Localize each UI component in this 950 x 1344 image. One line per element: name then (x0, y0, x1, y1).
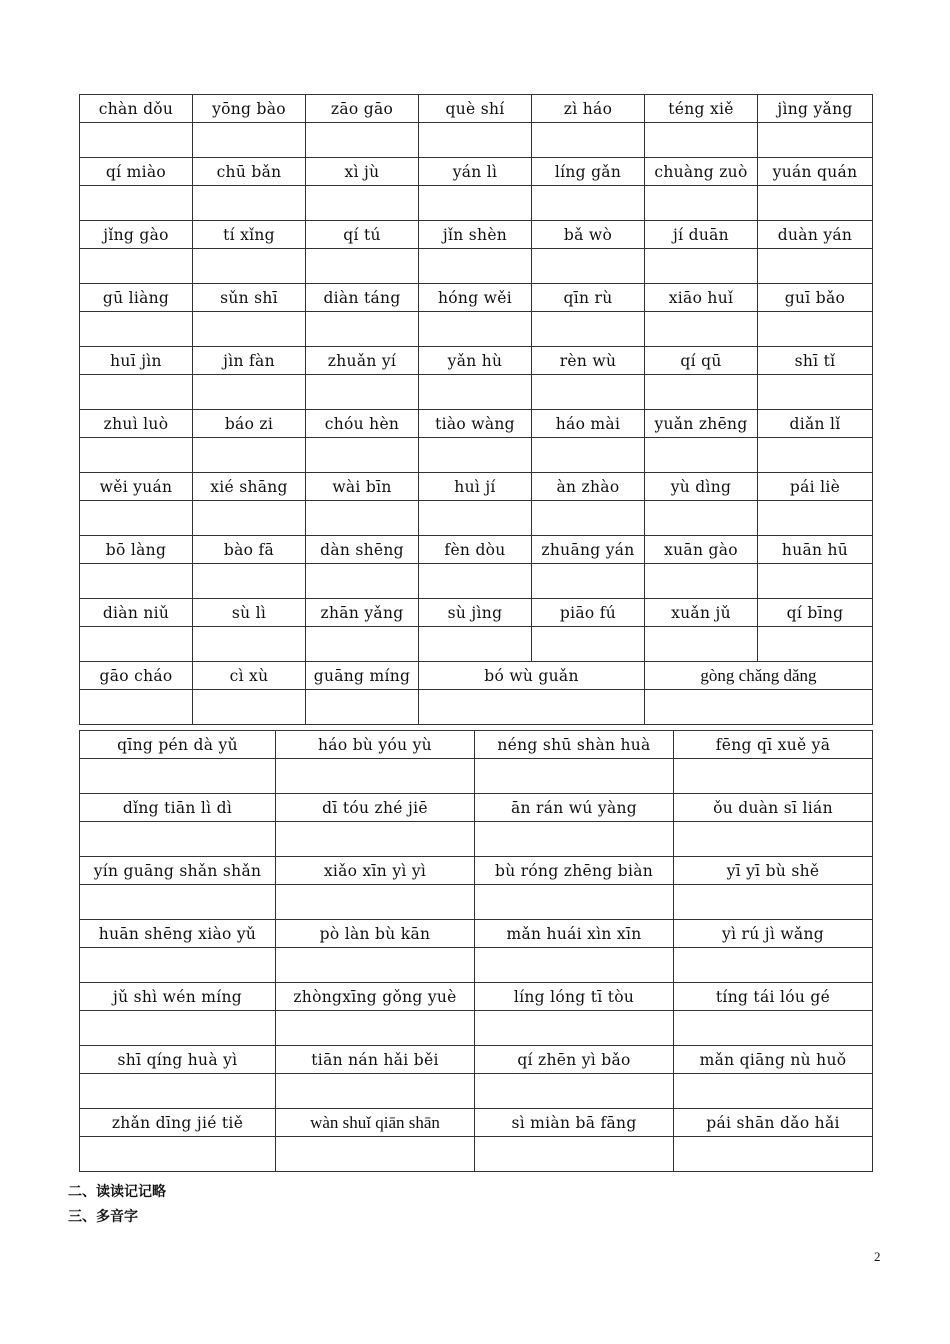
pinyin-cell: xuǎn jǔ (645, 599, 758, 627)
answer-blank-cell[interactable] (306, 375, 419, 410)
answer-blank-cell[interactable] (475, 1137, 674, 1172)
answer-blank-cell[interactable] (276, 1074, 475, 1109)
pinyin-cell: ǒu duàn sī lián (674, 794, 873, 822)
pinyin-cell: yán lì (419, 158, 532, 186)
answer-blank-cell[interactable] (475, 759, 674, 794)
answer-blank-cell[interactable] (645, 312, 758, 347)
answer-blank-cell[interactable] (193, 123, 306, 158)
answer-blank-cell[interactable] (419, 501, 532, 536)
answer-blank-cell[interactable] (80, 186, 193, 221)
answer-blank-cell[interactable] (532, 501, 645, 536)
answer-blank-cell[interactable] (758, 501, 873, 536)
answer-blank-cell[interactable] (80, 312, 193, 347)
answer-row (80, 948, 873, 983)
pinyin-row (80, 1109, 873, 1137)
answer-blank-cell[interactable] (80, 1074, 276, 1109)
answer-blank-cell[interactable] (674, 1137, 873, 1172)
pinyin-cell: chū bǎn (193, 158, 306, 186)
pinyin-cell: ān rán wú yàng (475, 794, 674, 822)
answer-blank-cell[interactable] (80, 627, 193, 662)
pinyin-cell: diàn táng (306, 284, 419, 312)
answer-blank-cell[interactable] (475, 1011, 674, 1046)
answer-blank-cell[interactable] (419, 186, 532, 221)
answer-blank-cell[interactable] (532, 123, 645, 158)
answer-row (80, 1011, 873, 1046)
answer-row (80, 885, 873, 920)
pinyin-cell: rèn wù (532, 347, 645, 375)
pinyin-cell: tí xǐng (193, 221, 306, 249)
pinyin-cell: huì jí (419, 473, 532, 501)
pinyin-cell: xiāo huǐ (645, 284, 758, 312)
answer-blank-cell[interactable] (532, 438, 645, 473)
answer-blank-cell[interactable] (674, 948, 873, 983)
answer-blank-cell[interactable] (645, 690, 873, 725)
pinyin-cell: wàn shuǐ qiān shān (276, 1109, 475, 1137)
answer-blank-cell[interactable] (674, 1011, 873, 1046)
answer-row (80, 564, 873, 599)
answer-blank-cell[interactable] (532, 627, 645, 662)
pinyin-cell: xiǎo xīn yì yì (276, 857, 475, 885)
answer-blank-cell[interactable] (758, 375, 873, 410)
pinyin-row (80, 347, 873, 375)
pinyin-cell: gū liàng (80, 284, 193, 312)
answer-blank-cell[interactable] (276, 948, 475, 983)
answer-blank-cell[interactable] (80, 1011, 276, 1046)
answer-blank-cell[interactable] (306, 249, 419, 284)
answer-blank-cell[interactable] (80, 822, 276, 857)
pinyin-cell: bǎ wò (532, 221, 645, 249)
pinyin-row (80, 158, 873, 186)
pinyin-cell: hóng wěi (419, 284, 532, 312)
pinyin-cell: zhuǎn yí (306, 347, 419, 375)
pinyin-cell: qí miào (80, 158, 193, 186)
pinyin-row (80, 473, 873, 501)
answer-blank-cell[interactable] (80, 438, 193, 473)
pinyin-cell: guāng míng (306, 662, 419, 690)
pinyin-row (80, 857, 873, 885)
pinyin-cell: jìn fàn (193, 347, 306, 375)
answer-blank-cell[interactable] (475, 822, 674, 857)
pinyin-cell: téng xiě (645, 95, 758, 123)
pinyin-row (80, 662, 873, 690)
answer-blank-cell[interactable] (306, 312, 419, 347)
section-heading-3: 三、多音字 (68, 1209, 138, 1225)
answer-blank-cell[interactable] (193, 312, 306, 347)
answer-blank-cell[interactable] (645, 564, 758, 599)
answer-blank-cell[interactable] (419, 438, 532, 473)
answer-row (80, 123, 873, 158)
answer-row (80, 438, 873, 473)
answer-blank-cell[interactable] (306, 186, 419, 221)
answer-blank-cell[interactable] (645, 375, 758, 410)
pinyin-cell: què shí (419, 95, 532, 123)
answer-blank-cell[interactable] (276, 1011, 475, 1046)
pinyin-cell: mǎn qiāng nù huǒ (674, 1046, 873, 1074)
pinyin-cell: yín guāng shǎn shǎn (80, 857, 276, 885)
answer-blank-cell[interactable] (758, 249, 873, 284)
pinyin-cell: sǔn shī (193, 284, 306, 312)
answer-blank-cell[interactable] (419, 627, 532, 662)
answer-blank-cell[interactable] (532, 564, 645, 599)
answer-blank-cell[interactable] (475, 1074, 674, 1109)
answer-row (80, 759, 873, 794)
pinyin-cell: jìng yǎng (758, 95, 873, 123)
pinyin-cell: jǔ shì wén míng (80, 983, 276, 1011)
answer-row (80, 501, 873, 536)
pinyin-cell: fēng qī xuě yā (674, 731, 873, 759)
pinyin-idiom-table (79, 730, 873, 1172)
pinyin-cell: zhuì luò (80, 410, 193, 438)
pinyin-row (80, 536, 873, 564)
answer-blank-cell[interactable] (80, 123, 193, 158)
answer-blank-cell[interactable] (306, 438, 419, 473)
pinyin-cell: pái shān dǎo hǎi (674, 1109, 873, 1137)
answer-blank-cell[interactable] (419, 249, 532, 284)
pinyin-cell: jǐn shèn (419, 221, 532, 249)
answer-blank-cell[interactable] (475, 885, 674, 920)
answer-blank-cell[interactable] (758, 627, 873, 662)
answer-blank-cell[interactable] (419, 564, 532, 599)
pinyin-cell: zhòngxīng gǒng yuè (276, 983, 475, 1011)
pinyin-cell: huān shēng xiào yǔ (80, 920, 276, 948)
pinyin-cell: háo bù yóu yù (276, 731, 475, 759)
pinyin-cell: bù róng zhēng biàn (475, 857, 674, 885)
pinyin-cell: líng lóng tī tòu (475, 983, 674, 1011)
answer-blank-cell[interactable] (193, 627, 306, 662)
pinyin-cell: pò làn bù kān (276, 920, 475, 948)
pinyin-cell: qí tú (306, 221, 419, 249)
pinyin-cell: yǎn hù (419, 347, 532, 375)
pinyin-cell: báo zi (193, 410, 306, 438)
pinyin-cell: yuán quán (758, 158, 873, 186)
pinyin-word-table (79, 94, 873, 725)
pinyin-cell: shī tǐ (758, 347, 873, 375)
answer-blank-cell[interactable] (475, 948, 674, 983)
pinyin-cell: dàn shēng (306, 536, 419, 564)
pinyin-cell: gāo cháo (80, 662, 193, 690)
answer-row (80, 249, 873, 284)
answer-blank-cell[interactable] (306, 564, 419, 599)
page-number: 2 (874, 1249, 881, 1264)
answer-blank-cell[interactable] (758, 312, 873, 347)
pinyin-cell: bào fā (193, 536, 306, 564)
answer-row (80, 1074, 873, 1109)
answer-blank-cell[interactable] (80, 759, 276, 794)
pinyin-cell: yù dìng (645, 473, 758, 501)
answer-blank-cell[interactable] (80, 1137, 276, 1172)
pinyin-cell: yī yī bù shě (674, 857, 873, 885)
pinyin-cell: guī bǎo (758, 284, 873, 312)
answer-blank-cell[interactable] (193, 690, 306, 725)
pinyin-cell: qīn rù (532, 284, 645, 312)
pinyin-cell: yuǎn zhēng (645, 410, 758, 438)
answer-blank-cell[interactable] (758, 564, 873, 599)
answer-blank-cell[interactable] (80, 249, 193, 284)
pinyin-cell: zhuāng yán (532, 536, 645, 564)
pinyin-cell: fèn dòu (419, 536, 532, 564)
answer-blank-cell[interactable] (674, 822, 873, 857)
answer-row (80, 690, 873, 725)
pinyin-cell: bō làng (80, 536, 193, 564)
answer-row (80, 375, 873, 410)
pinyin-cell: diǎn lǐ (758, 410, 873, 438)
pinyin-row (80, 920, 873, 948)
pinyin-cell: chóu hèn (306, 410, 419, 438)
answer-blank-cell[interactable] (276, 1137, 475, 1172)
answer-row (80, 312, 873, 347)
pinyin-cell: cì xù (193, 662, 306, 690)
pinyin-cell: wěi yuán (80, 473, 193, 501)
pinyin-cell: qí qū (645, 347, 758, 375)
answer-blank-cell[interactable] (306, 501, 419, 536)
answer-blank-cell[interactable] (758, 123, 873, 158)
pinyin-cell: chàn dǒu (80, 95, 193, 123)
pinyin-cell: xié shāng (193, 473, 306, 501)
pinyin-cell: tiān nán hǎi běi (276, 1046, 475, 1074)
answer-blank-cell[interactable] (193, 249, 306, 284)
answer-blank-cell[interactable] (276, 822, 475, 857)
answer-blank-cell[interactable] (758, 186, 873, 221)
answer-blank-cell[interactable] (419, 123, 532, 158)
answer-blank-cell[interactable] (532, 312, 645, 347)
answer-blank-cell[interactable] (193, 186, 306, 221)
answer-blank-cell[interactable] (193, 501, 306, 536)
pinyin-cell: piāo fú (532, 599, 645, 627)
pinyin-cell: zāo gāo (306, 95, 419, 123)
pinyin-cell: zhān yǎng (306, 599, 419, 627)
pinyin-cell: zì háo (532, 95, 645, 123)
pinyin-cell: xì jù (306, 158, 419, 186)
pinyin-cell: jí duān (645, 221, 758, 249)
pinyin-cell: dǐng tiān lì dì (80, 794, 276, 822)
pinyin-row (80, 1046, 873, 1074)
pinyin-row (80, 410, 873, 438)
answer-blank-cell[interactable] (419, 312, 532, 347)
pinyin-cell: zhǎn dīng jié tiě (80, 1109, 276, 1137)
pinyin-cell: pái liè (758, 473, 873, 501)
answer-blank-cell[interactable] (80, 690, 193, 725)
pinyin-cell: wài bīn (306, 473, 419, 501)
pinyin-cell: líng gǎn (532, 158, 645, 186)
answer-blank-cell[interactable] (306, 123, 419, 158)
pinyin-cell: shī qíng huà yì (80, 1046, 276, 1074)
pinyin-cell: sù lì (193, 599, 306, 627)
answer-blank-cell[interactable] (674, 885, 873, 920)
pinyin-cell: jǐng gào (80, 221, 193, 249)
pinyin-cell: dī tóu zhé jiē (276, 794, 475, 822)
answer-blank-cell[interactable] (193, 438, 306, 473)
pinyin-row (80, 221, 873, 249)
section-heading-2: 二、读读记记略 (68, 1184, 166, 1200)
answer-blank-cell[interactable] (80, 885, 276, 920)
pinyin-row (80, 794, 873, 822)
pinyin-row (80, 599, 873, 627)
answer-row (80, 627, 873, 662)
answer-blank-cell[interactable] (645, 186, 758, 221)
pinyin-cell: duàn yán (758, 221, 873, 249)
answer-blank-cell[interactable] (193, 564, 306, 599)
pinyin-cell: sù jìng (419, 599, 532, 627)
pinyin-row (80, 95, 873, 123)
pinyin-cell: háo mài (532, 410, 645, 438)
answer-blank-cell[interactable] (276, 759, 475, 794)
answer-blank-cell[interactable] (80, 948, 276, 983)
pinyin-cell: xuān gào (645, 536, 758, 564)
pinyin-cell: huī jìn (80, 347, 193, 375)
answer-blank-cell[interactable] (645, 123, 758, 158)
answer-blank-cell[interactable] (674, 1074, 873, 1109)
answer-row (80, 1137, 873, 1172)
answer-blank-cell[interactable] (193, 375, 306, 410)
answer-blank-cell[interactable] (80, 501, 193, 536)
pinyin-cell: bó wù guǎn (419, 662, 645, 690)
pinyin-cell: néng shū shàn huà (475, 731, 674, 759)
answer-blank-cell[interactable] (80, 375, 193, 410)
answer-blank-cell[interactable] (80, 564, 193, 599)
answer-blank-cell[interactable] (674, 759, 873, 794)
pinyin-row (80, 284, 873, 312)
answer-row (80, 186, 873, 221)
pinyin-cell: qí zhēn yì bǎo (475, 1046, 674, 1074)
answer-blank-cell[interactable] (276, 885, 475, 920)
pinyin-cell: qí bīng (758, 599, 873, 627)
answer-blank-cell[interactable] (645, 627, 758, 662)
pinyin-row (80, 983, 873, 1011)
pinyin-cell: tiào wàng (419, 410, 532, 438)
answer-blank-cell[interactable] (645, 249, 758, 284)
answer-blank-cell[interactable] (645, 501, 758, 536)
answer-blank-cell[interactable] (532, 186, 645, 221)
pinyin-cell: sì miàn bā fāng (475, 1109, 674, 1137)
answer-blank-cell[interactable] (419, 375, 532, 410)
pinyin-cell: huān hū (758, 536, 873, 564)
pinyin-cell: tíng tái lóu gé (674, 983, 873, 1011)
pinyin-cell: qīng pén dà yǔ (80, 731, 276, 759)
answer-blank-cell[interactable] (306, 627, 419, 662)
pinyin-cell: yì rú jì wǎng (674, 920, 873, 948)
pinyin-cell: mǎn huái xìn xīn (475, 920, 674, 948)
pinyin-cell: gòng chǎng dǎng (645, 662, 873, 690)
answer-blank-cell[interactable] (645, 438, 758, 473)
pinyin-row (80, 731, 873, 759)
answer-blank-cell[interactable] (532, 249, 645, 284)
answer-blank-cell[interactable] (758, 438, 873, 473)
pinyin-cell: àn zhào (532, 473, 645, 501)
answer-row (80, 822, 873, 857)
answer-blank-cell[interactable] (306, 690, 419, 725)
pinyin-cell: diàn niǔ (80, 599, 193, 627)
answer-blank-cell[interactable] (532, 375, 645, 410)
answer-blank-cell[interactable] (419, 690, 645, 725)
pinyin-cell: yōng bào (193, 95, 306, 123)
pinyin-cell: chuàng zuò (645, 158, 758, 186)
